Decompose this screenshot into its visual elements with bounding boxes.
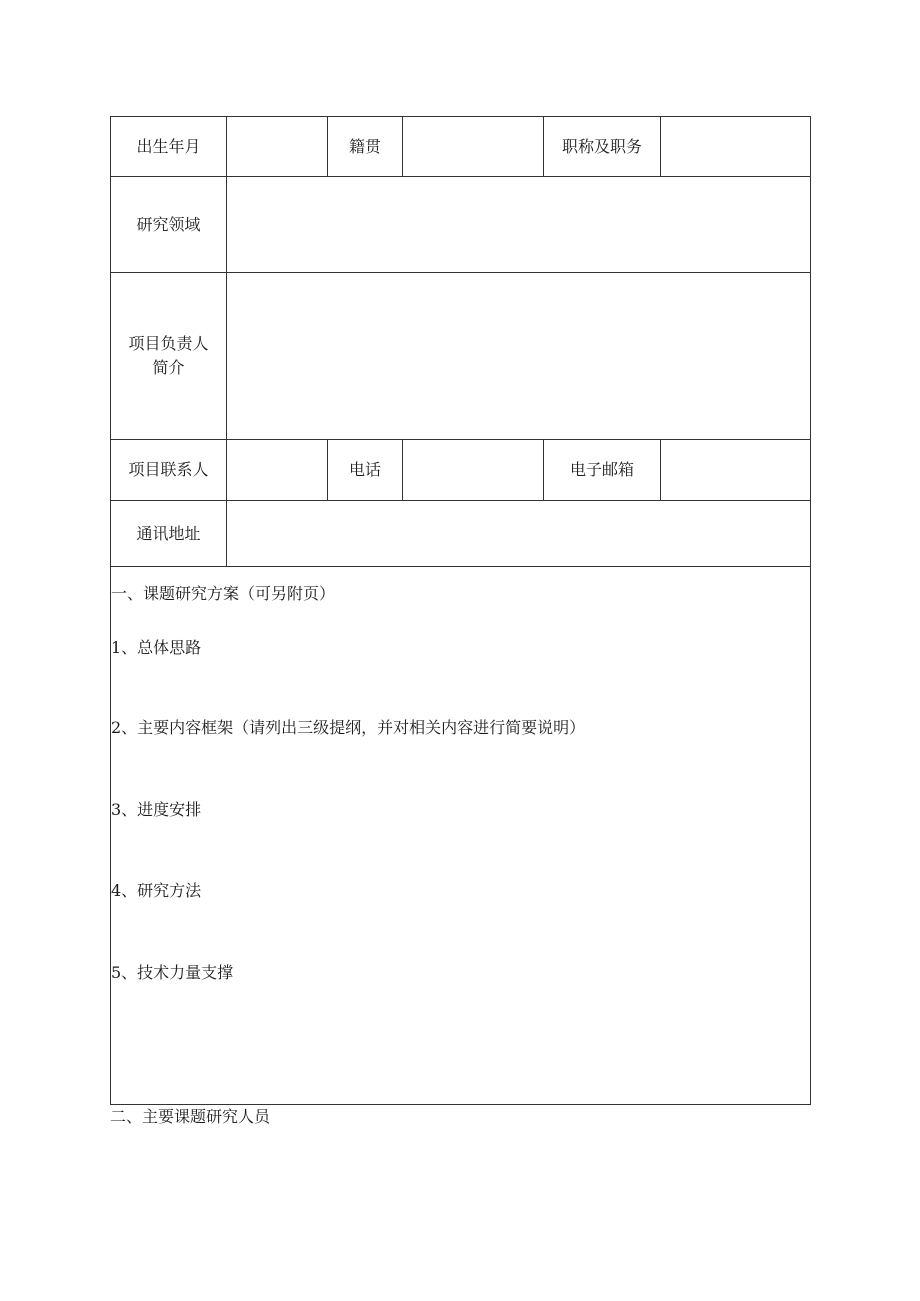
plan-item-technical-support: 5、技术力量支撑	[111, 963, 234, 982]
row-contact-phone-email	[111, 440, 811, 501]
email-label: 电子邮箱	[544, 440, 661, 501]
contact-person-label: 项目联系人	[111, 440, 227, 501]
contact-person-field[interactable]	[227, 440, 328, 501]
phone-label: 电话	[328, 440, 403, 501]
leader-intro-label: 项目负责人简介	[128, 334, 209, 377]
application-form-table	[110, 116, 811, 1105]
plan-item-overall-approach: 1、总体思路	[111, 638, 202, 657]
row-leader-intro	[111, 273, 811, 440]
plan-item-content-framework: 2、主要内容框架（请列出三级提纲，并对相关内容进行简要说明）	[111, 718, 586, 737]
row-address	[111, 501, 811, 567]
research-plan-cell[interactable]	[111, 567, 811, 1105]
section2-heading: 二、主要课题研究人员	[110, 1107, 271, 1126]
job-title-field[interactable]	[661, 117, 811, 177]
job-title-label: 职称及职务	[544, 117, 661, 177]
plan-item-schedule: 3、进度安排	[111, 800, 202, 819]
research-plan-content	[111, 567, 810, 1103]
research-field-label: 研究领域	[111, 177, 227, 273]
plan-item-research-methods: 4、研究方法	[111, 881, 202, 900]
phone-field[interactable]	[403, 440, 544, 501]
row-birth-native-title	[111, 117, 811, 177]
row-research-field	[111, 177, 811, 273]
birth-date-field[interactable]	[227, 117, 328, 177]
research-plan-heading: 一、课题研究方案（可另附页）	[111, 584, 336, 603]
row-research-plan	[111, 567, 811, 1105]
birth-date-label: 出生年月	[111, 117, 227, 177]
leader-intro-field[interactable]	[227, 273, 811, 440]
native-place-label: 籍贯	[328, 117, 403, 177]
email-field[interactable]	[661, 440, 811, 501]
leader-intro-label-cell	[111, 273, 227, 440]
address-field[interactable]	[227, 501, 811, 567]
native-place-field[interactable]	[403, 117, 544, 177]
research-field-field[interactable]	[227, 177, 811, 273]
address-label: 通讯地址	[111, 501, 227, 567]
